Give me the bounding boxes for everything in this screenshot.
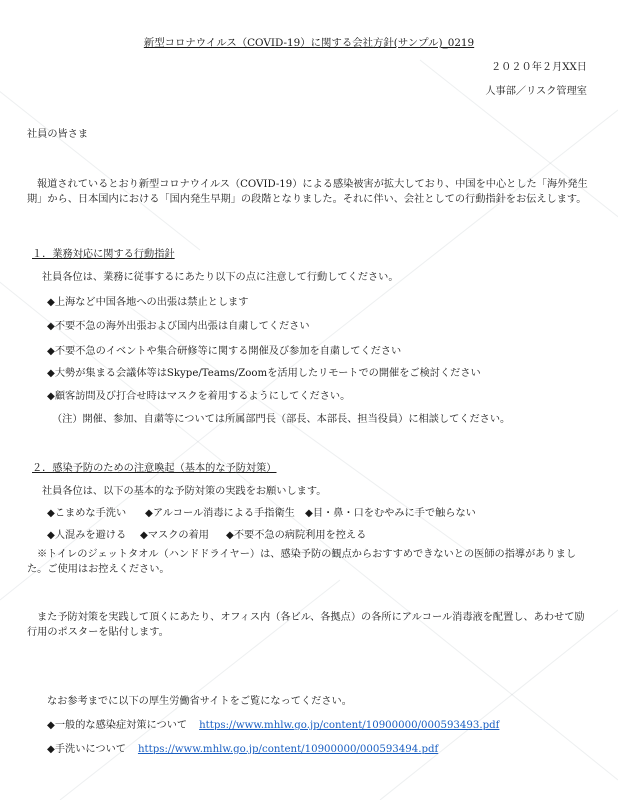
reference-link[interactable]: https://www.mhlw.go.jp/content/10900000/000593494.pdf [137, 744, 439, 755]
prevention-bullet: ◆人混みを避ける [47, 530, 127, 541]
prevention-bullet: ◆目・鼻・口をむやみに手で触らない [305, 508, 476, 519]
prevention-bullet: ◆不要不急の病院利用を控える [226, 530, 367, 541]
reference-link[interactable]: https://www.mhlw.go.jp/content/10900000/000593493.pdf [199, 720, 500, 731]
reference-label: ◆手洗いについて [47, 744, 126, 755]
measures-paragraph: また予防対策を実践して頂くにあたり、オフィス内（各ビル、各拠点）の各所にアルコール消毒液を配置し、あわせて励行用のポスターを貼付します。 [27, 612, 585, 639]
section1-bullet: ◆顧客訪問及び打合せ時はマスクを着用するようにしてください。 [47, 391, 351, 402]
greeting: 社員の皆さま [27, 129, 89, 140]
section1-heading: １．業務対応に関する行動指針 [32, 249, 175, 260]
document-title: 新型コロナウイルス（COVID-19）に関する会社方針(サンプル)_0219 [143, 37, 475, 49]
prevention-bullet: ◆マスクの着用 [140, 530, 209, 541]
reference-item [47, 718, 499, 733]
section2-note: ※トイレのジェットタオル（ハンドドライヤー）は、感染予防の観点からおすすめできないとの医師の指導がありました。ご使用はお控えください。 [27, 549, 577, 576]
section1-bullet: ◆不要不急のイベントや集合研修等に関する開催及び参加を自粛してください [47, 346, 402, 357]
reference-item [47, 742, 438, 757]
section1-bullet: ◆大勢が集まる会議体等はSkype/Teams/Zoomを活用したリモートでの開催をご検討ください [47, 368, 481, 379]
intro-paragraph: 報道されているとおり新型コロナウイルス（COVID-19）による感染被害が拡大しており、中国を中心とした「海外発生期」から、日本国内における「国内発生早期」の段階となりました。それに伴い、会社としての行動指針をお伝えします。 [27, 179, 588, 206]
section1-note: （注）開催、参加、自粛等については所属部門長（部長、本部長、担当役員）に相談してください。 [52, 414, 511, 425]
issuing-department: 人事部／リスク管理室 [485, 86, 587, 97]
prevention-bullet: ◆こまめな手洗い [47, 508, 127, 519]
references-intro: なお参考までに以下の厚生労働省サイトをご覧になってください。 [47, 696, 352, 707]
section1-bullet: ◆不要不急の海外出張および国内出張は自粛してください [47, 321, 310, 332]
document-date: ２０２０年２月XX日 [490, 62, 587, 73]
section1-lead: 社員各位は、業務に従事するにあたり以下の点に注意して行動してください。 [42, 272, 399, 283]
prevention-bullet: ◆アルコール消毒による手指衛生 [145, 508, 295, 519]
reference-label: ◆一般的な感染症対策について [47, 720, 188, 731]
section2-lead: 社員各位は、以下の基本的な予防対策の実践をお願いします。 [42, 486, 327, 497]
section1-bullet: ◆上海など中国各地への出張は禁止とします [47, 297, 249, 308]
section2-heading: ２．感染予防のための注意喚起（基本的な予防対策） [32, 463, 277, 474]
